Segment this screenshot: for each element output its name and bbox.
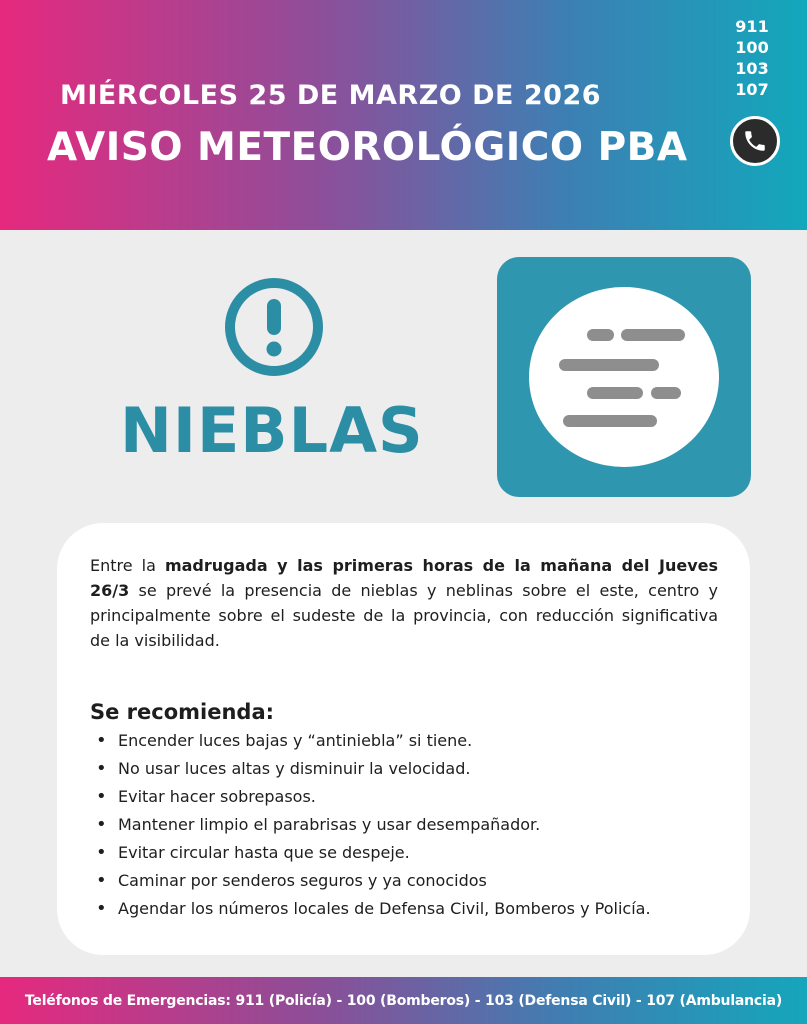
list-item: • Encender luces bajas y “antiniebla” si tiene. xyxy=(96,727,651,755)
list-item: • Evitar circular hasta que se despeje. xyxy=(96,839,651,867)
description-bold: madrugada y las primeras horas de la mañana del Jueves 26/3 xyxy=(90,556,718,600)
description-text: Entre la xyxy=(90,556,165,575)
fog-line xyxy=(559,359,659,371)
bulletin-title: AVISO METEOROLÓGICO PBA xyxy=(47,125,688,170)
fog-line xyxy=(621,329,685,341)
list-item: • Mantener limpio el parabrisas y usar desempañador. xyxy=(96,811,651,839)
fog-line xyxy=(587,329,614,341)
list-item: • Caminar por senderos seguros y ya conocidos xyxy=(96,867,651,895)
emergency-number: 107 xyxy=(735,80,769,99)
recommendations-list xyxy=(96,727,651,923)
footer-banner xyxy=(0,977,807,1024)
fog-line xyxy=(651,387,681,399)
exclamation-circle-icon xyxy=(222,275,326,379)
fog-line xyxy=(587,387,643,399)
hazard-title: NIEBLAS xyxy=(120,394,424,467)
forecast-description xyxy=(90,553,718,653)
fog-icon-circle xyxy=(529,287,719,467)
emergency-number: 103 xyxy=(735,59,769,78)
list-item: • Agendar los números locales de Defensa Civil, Bomberos y Policía. xyxy=(96,895,651,923)
fog-icon xyxy=(497,257,751,497)
list-item: • No usar luces altas y disminuir la velocidad. xyxy=(96,755,651,783)
emergency-number: 911 xyxy=(735,17,769,36)
header-banner xyxy=(0,0,807,230)
phone-icon xyxy=(730,116,780,166)
recommendations-title: Se recomienda: xyxy=(90,700,275,724)
fog-line xyxy=(563,415,657,427)
bulletin-date: MIÉRCOLES 25 DE MARZO DE 2026 xyxy=(60,80,602,111)
description-text: se prevé la presencia de nieblas y neblinas sobre el este, centro y principalmente sobre el sudeste de la provincia, con reducción significativa de la visibilidad. xyxy=(90,581,718,650)
emergency-number: 100 xyxy=(735,38,769,57)
list-item: • Evitar hacer sobrepasos. xyxy=(96,783,651,811)
emergency-numbers xyxy=(727,16,777,100)
emergency-phones-text: Teléfonos de Emergencias: 911 (Policía) - 100 (Bomberos) - 103 (Defensa Civil) - 107 (Ambulancia) xyxy=(24,992,783,1009)
